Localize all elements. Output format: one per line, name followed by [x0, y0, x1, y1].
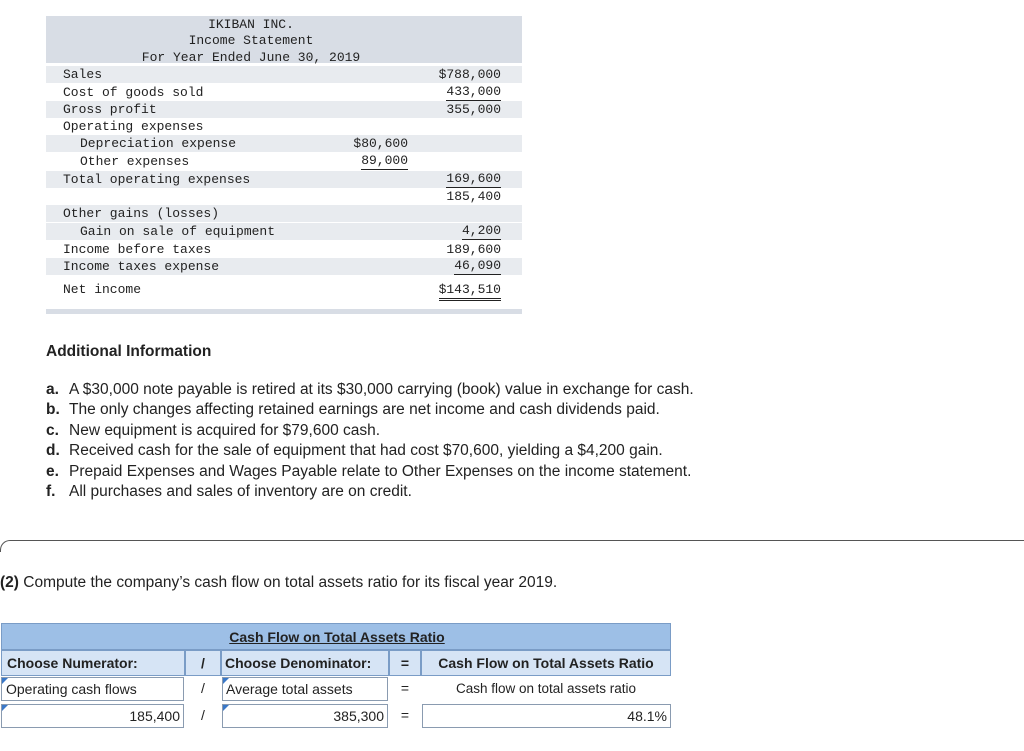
net-income-value: $143,510: [439, 281, 501, 301]
info-item-a: a. A $30,000 note payable is retired at its $30,000 carrying (book) value in exchange for cash.: [46, 381, 694, 398]
statement-header: [46, 16, 522, 63]
denominator-input[interactable]: 385,300: [222, 704, 388, 728]
gross-profit-value: 355,000: [446, 102, 501, 117]
additional-info-list: [46, 380, 694, 502]
total-operating-value: 169,600: [446, 171, 501, 186]
cogs-value: 433,000: [446, 84, 501, 99]
section-divider: [0, 540, 1024, 552]
info-item-e: e. Prepaid Expenses and Wages Payable relate to Other Expenses on the income statement.: [46, 462, 692, 480]
numerator-input[interactable]: 185,400: [1, 704, 184, 728]
header-numerator-cell: Choose Numerator:: [1, 650, 185, 676]
row1-result-label: Cash flow on total assets ratio: [455, 681, 637, 696]
numerator-select[interactable]: Operating cash flows: [1, 677, 184, 701]
ratio-table: [1, 623, 671, 729]
row2-div: /: [201, 707, 205, 723]
depreciation-value: $80,600: [353, 136, 408, 151]
row-subtotal: [46, 188, 522, 205]
row-total-operating: Total operating expenses 169,600: [46, 171, 522, 188]
input-marker-icon: [2, 705, 8, 711]
income-statement: [46, 16, 522, 316]
income-before-taxes-value: 189,600: [446, 242, 501, 257]
gain-sale-value: 4,200: [461, 223, 501, 238]
row-gross-profit: Gross profit 355,000: [46, 101, 522, 118]
info-item-f: f. All purchases and sales of inventory are on credit.: [46, 482, 412, 500]
info-item-b: b. The only changes affecting retained earnings are net income and cash dividends paid.: [46, 401, 660, 419]
question-number: (2): [0, 574, 19, 591]
row1-eq: =: [400, 680, 410, 696]
ratio-table-title: Cash Flow on Total Assets Ratio: [229, 629, 445, 645]
row1-div: /: [201, 680, 205, 696]
ratio-table-title-row: [1, 623, 671, 650]
statement-bottom-bar: [46, 309, 522, 314]
input-marker-icon: [223, 705, 229, 711]
row-income-taxes: Income taxes expense 46,090: [46, 258, 522, 275]
sales-value: $788,000: [438, 67, 501, 82]
row-gain-sale: Gain on sale of equipment 4,200: [46, 223, 522, 240]
other-expenses-value: 89,000: [361, 153, 408, 168]
result-value: 48.1%: [422, 704, 671, 728]
row-other-expenses: Other expenses 89,000: [80, 153, 408, 169]
row-cogs: Cost of goods sold 433,000: [63, 84, 501, 100]
row-net-income: Net income $143,510: [46, 281, 522, 298]
additional-info-title: Additional Information: [46, 343, 212, 360]
info-item-c: c. New equipment is acquired for $79,600 cash.: [46, 421, 381, 439]
row-sales: Sales $788,000: [46, 66, 522, 83]
header-result-cell: Cash Flow on Total Assets Ratio: [421, 650, 671, 676]
row2-eq: =: [400, 707, 410, 723]
info-item-d: d. Received cash for the sale of equipment that had cost $70,600, yielding a $4,200 gain.: [46, 442, 663, 460]
row-operating-expenses: Operating expenses: [63, 119, 204, 134]
row-other-gains: Other gains (losses): [63, 206, 220, 221]
header-div-cell: /: [185, 650, 221, 676]
header-denominator-cell: Choose Denominator:: [221, 650, 389, 676]
subtotal-value: 185,400: [446, 189, 501, 204]
question-2: [0, 574, 557, 592]
denominator-select[interactable]: Average total assets: [222, 677, 388, 701]
company-name: IKIBAN INC.: [208, 17, 294, 32]
statement-title: Income Statement: [188, 33, 314, 48]
statement-period: For Year Ended June 30, 2019: [141, 50, 361, 65]
row-depreciation: Depreciation expense $80,600: [46, 135, 522, 152]
question-text: Compute the company’s cash flow on total assets ratio for its fiscal year 2019.: [23, 574, 558, 591]
header-eq-cell: =: [389, 650, 421, 676]
row-income-before-taxes: Income before taxes 189,600: [63, 242, 501, 257]
income-taxes-value: 46,090: [454, 258, 501, 273]
